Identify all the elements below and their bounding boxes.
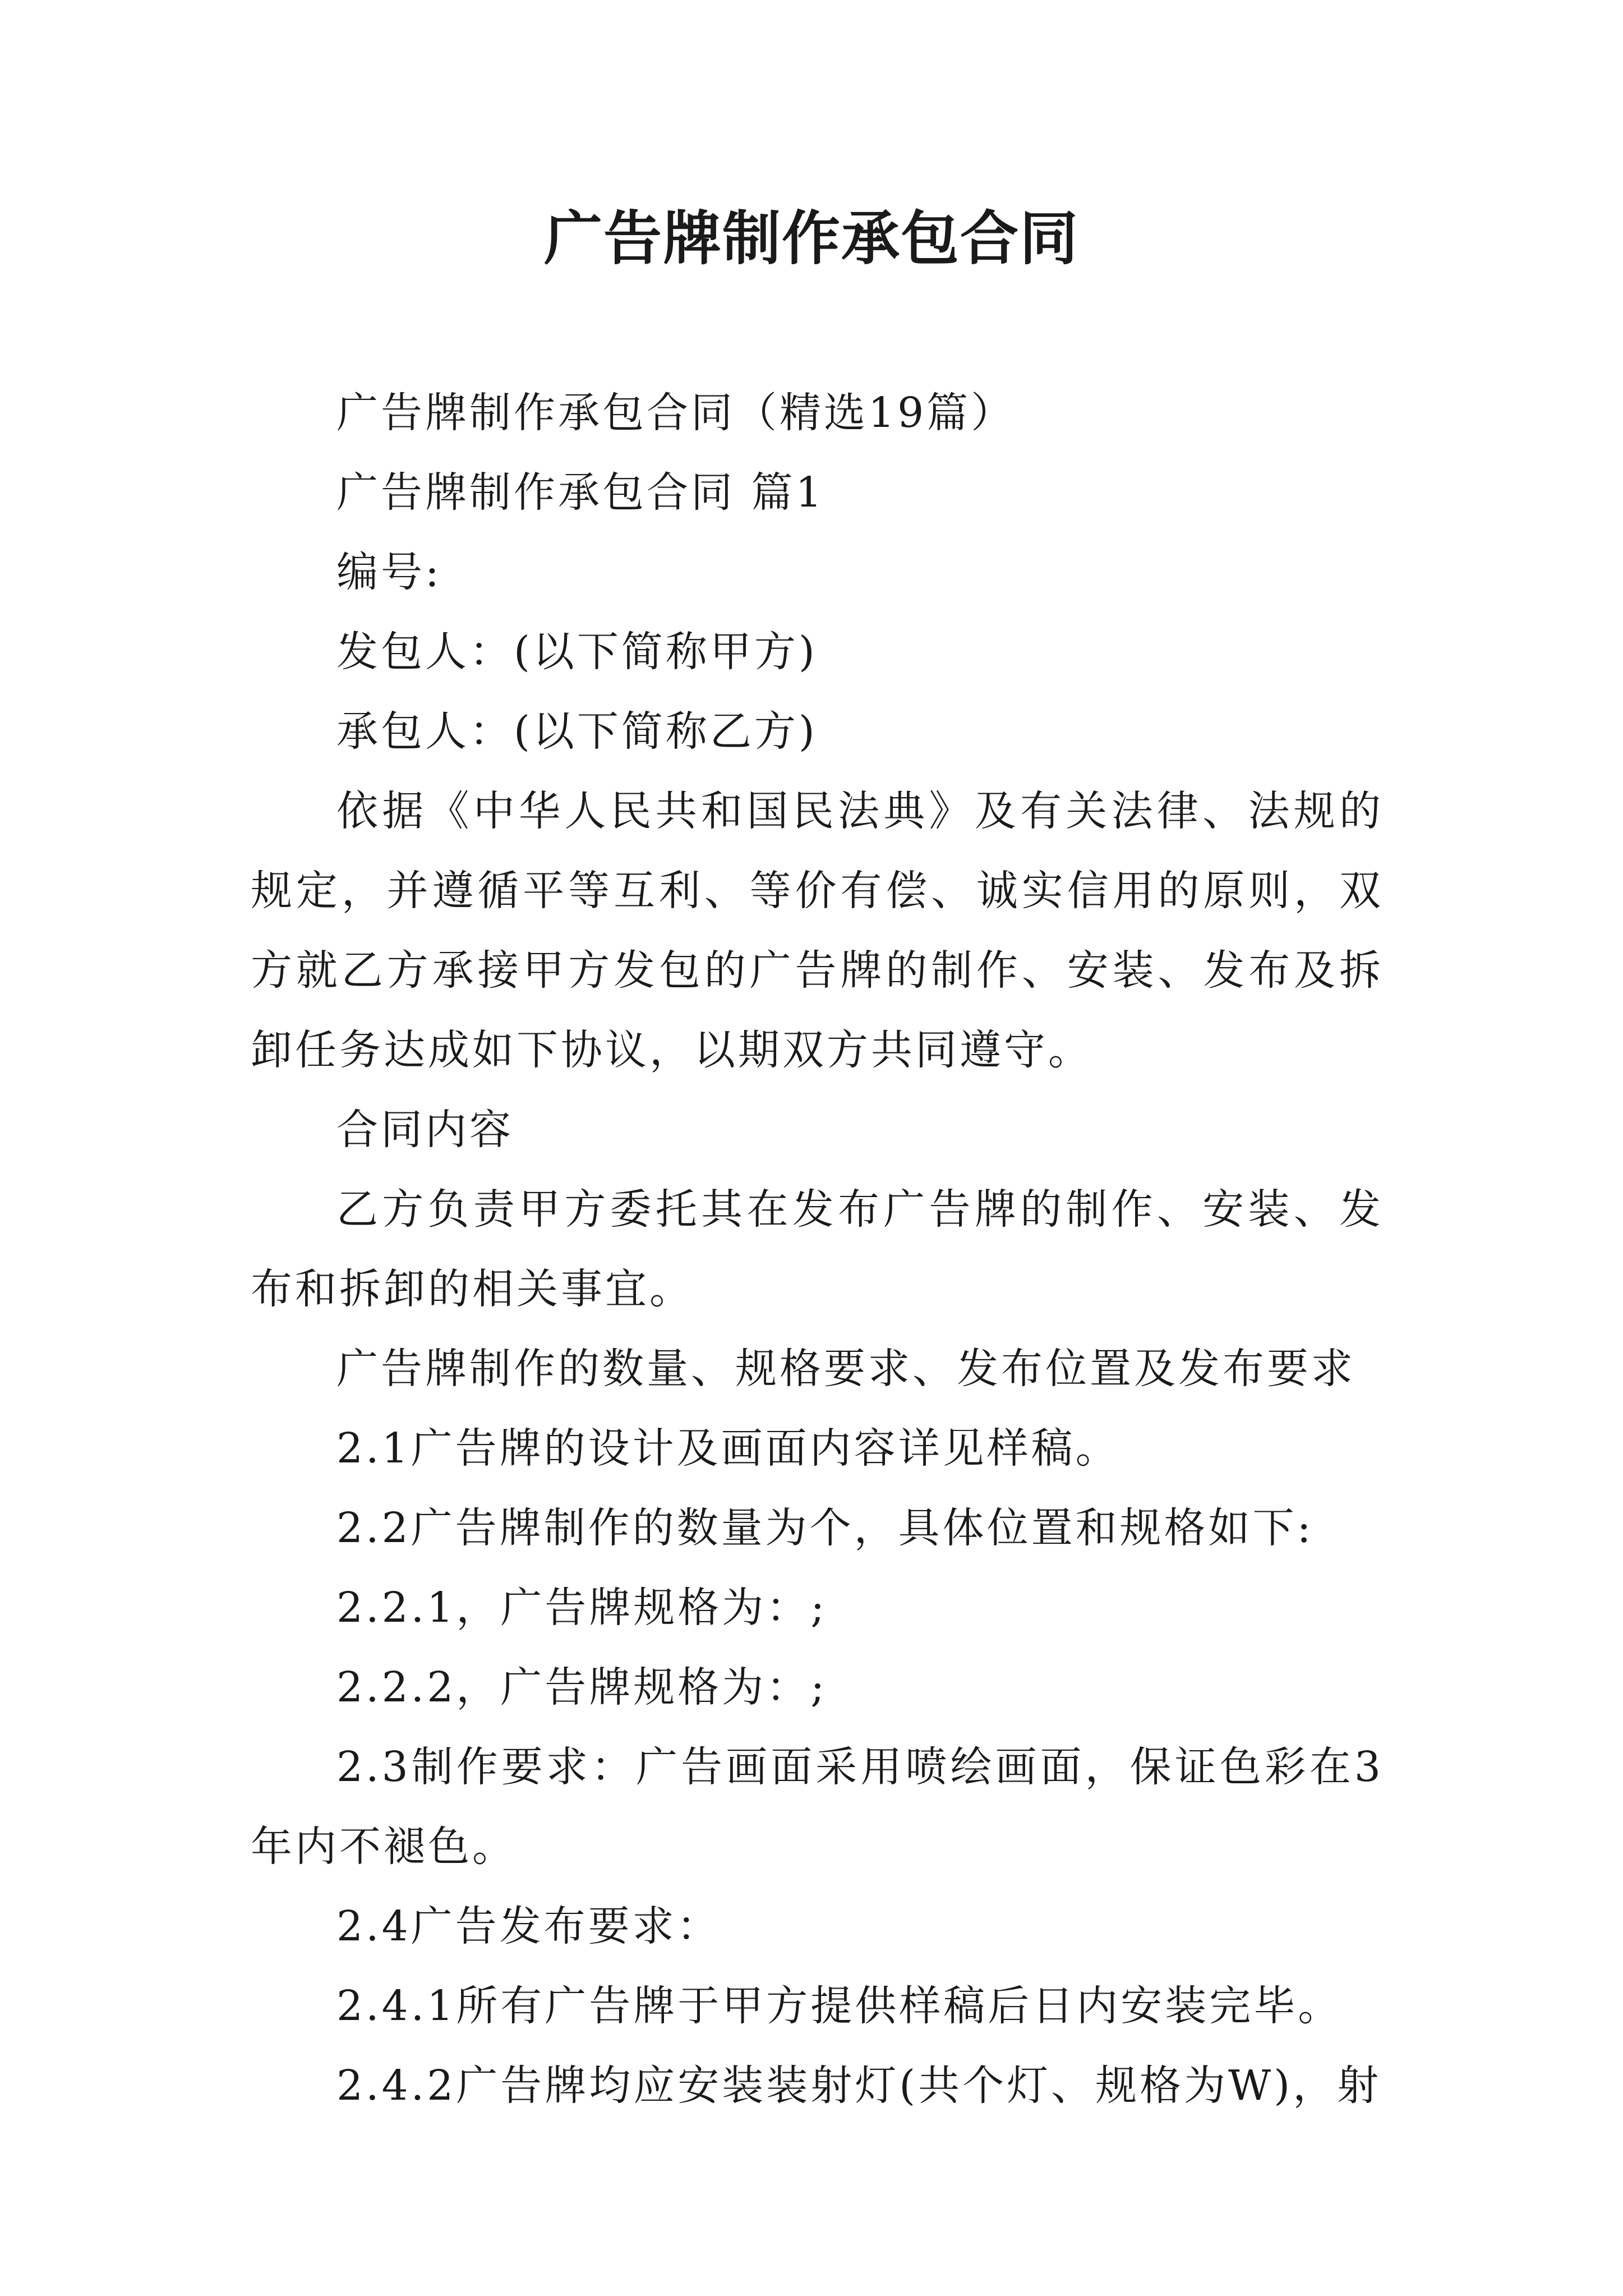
requirements-heading: 广告牌制作的数量、规格要求、发布位置及发布要求 bbox=[336, 1345, 1355, 1393]
scope-paragraph: 乙方负责甲方委托其在发布广告牌的制作、安装、发布和拆卸的相关事宜。 bbox=[251, 1185, 1384, 1313]
document-body bbox=[251, 373, 1384, 2125]
collection-heading: 广告牌制作承包合同（精选19篇） bbox=[336, 389, 1016, 437]
party-a-line: 发包人：(以下简称甲方) bbox=[336, 628, 818, 676]
preamble-paragraph: 依据《中华人民共和国民法典》及有关法律、法规的规定，并遵循平等互利、等价有偿、诚实信用的原则，双方就乙方承接甲方发包的广告牌的制作、安装、发布及拆卸任务达成如下协议，以期双方共同遵守。 bbox=[251, 787, 1384, 1074]
contract-number-line: 编号: bbox=[336, 548, 442, 596]
clause-2-2-2: 2.2.2，广告牌规格为：; bbox=[336, 1663, 828, 1711]
clause-2-3: 2.3制作要求：广告画面采用喷绘画面，保证色彩在3年内不褪色。 bbox=[251, 1743, 1384, 1871]
clause-2-2: 2.2广告牌制作的数量为个，具体位置和规格如下: bbox=[336, 1504, 1314, 1552]
party-b-line: 承包人：(以下简称乙方) bbox=[336, 707, 818, 756]
clause-2-4-1: 2.4.1所有广告牌于甲方提供样稿后日内安装完毕。 bbox=[336, 1982, 1343, 2030]
clause-2-4: 2.4广告发布要求： bbox=[336, 1902, 721, 1950]
clause-2-1: 2.1广告牌的设计及画面内容详见样稿。 bbox=[336, 1424, 1120, 1473]
section-heading: 广告牌制作承包合同 篇1 bbox=[336, 468, 825, 517]
clause-2-4-2: 2.4.2广告牌均应安装装射灯(共个灯、规格为W)，射 bbox=[336, 2062, 1382, 2110]
contract-content-heading: 合同内容 bbox=[336, 1106, 514, 1154]
clause-2-2-1: 2.2.1，广告牌规格为：; bbox=[336, 1584, 828, 1632]
document-title: 广告牌制作承包合同 bbox=[543, 204, 1079, 273]
